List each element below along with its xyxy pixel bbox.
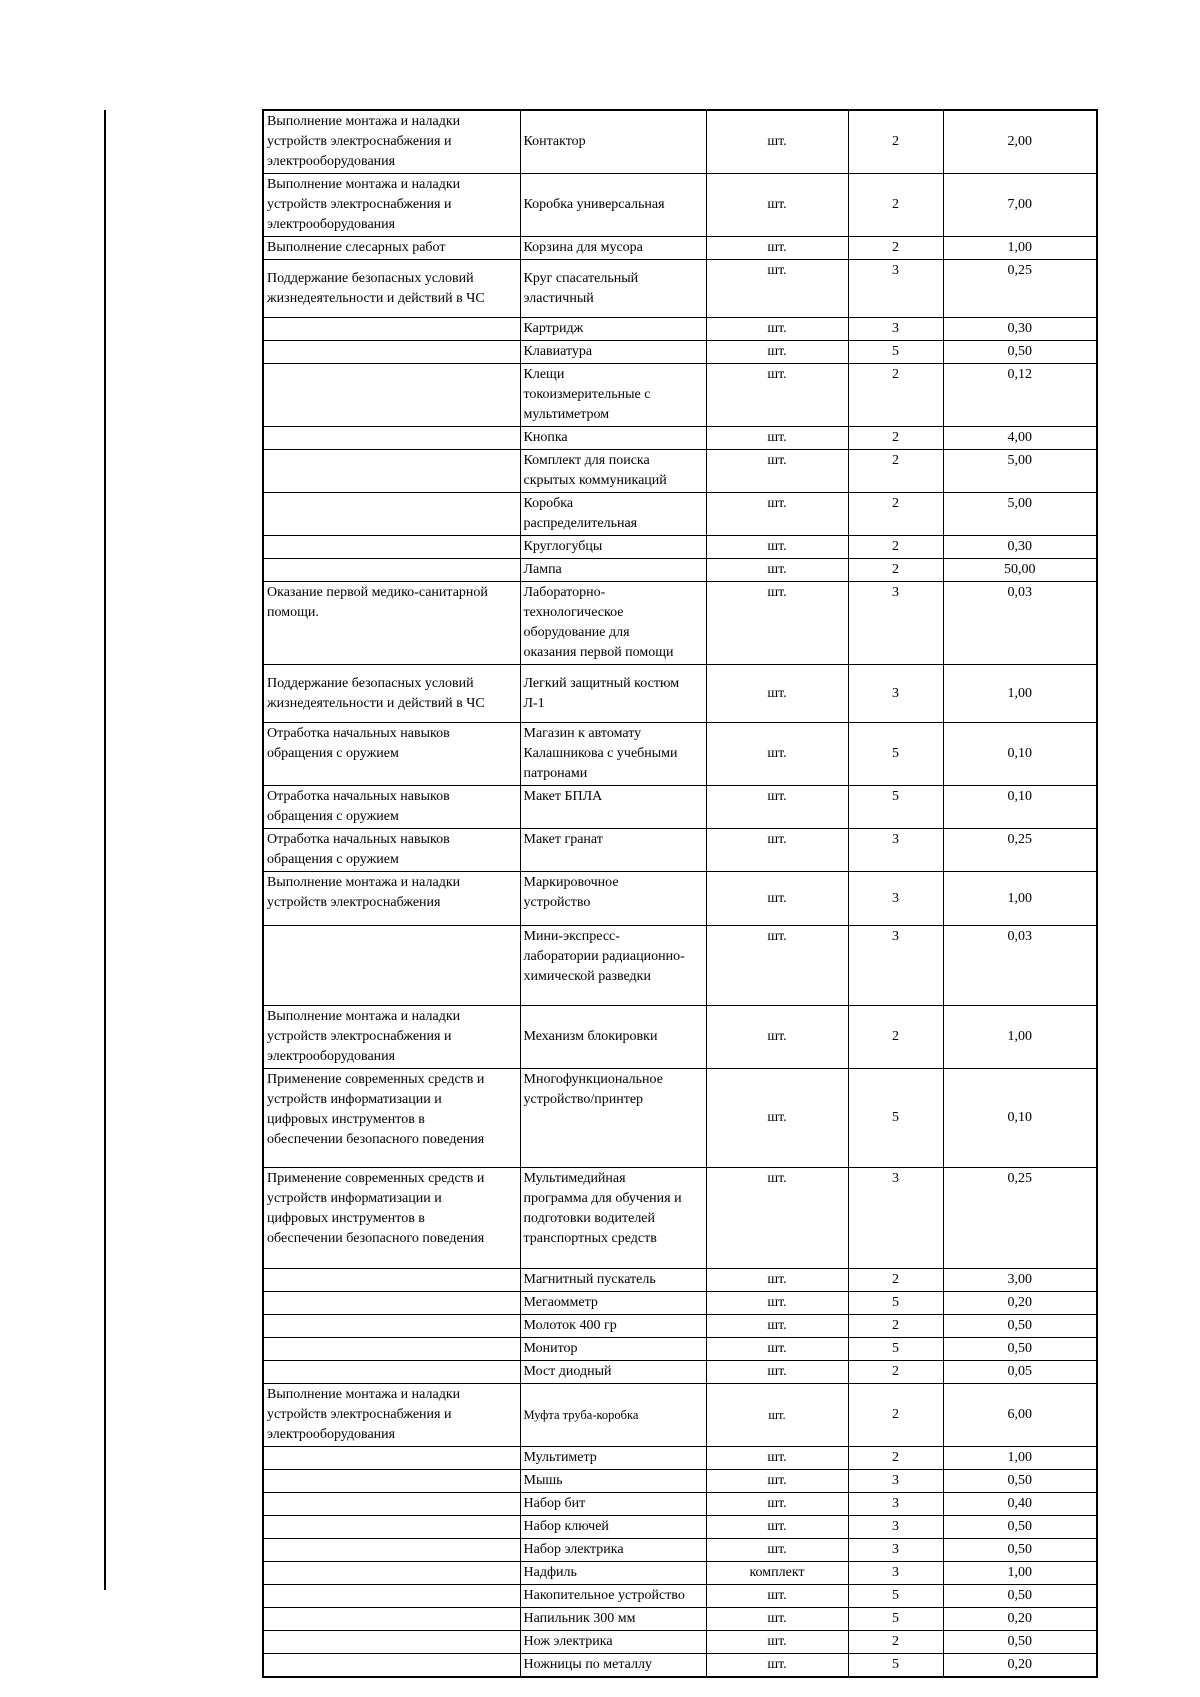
item-name-cell: Мышь [520, 1470, 706, 1493]
table-row [263, 1292, 1097, 1315]
unit-cell: шт. [706, 1338, 848, 1361]
item-name-cell: Клавиатура [520, 341, 706, 364]
unit-cell: шт. [706, 1292, 848, 1315]
table-row [263, 559, 1097, 582]
quantity-cell: 3 [848, 1562, 943, 1585]
unit-cell: шт. [706, 1384, 848, 1447]
item-name-cell: Мультимедийная программа для обучения и подготовки водителей транспортных средств [520, 1168, 706, 1269]
activity-cell: Применение современных средств и устройств информатизации и цифровых инструментов в обеспечении безопасного поведения [263, 1069, 520, 1168]
norm-value-cell: 2,00 [943, 110, 1097, 174]
quantity-cell: 5 [848, 723, 943, 786]
item-name-cell: Набор электрика [520, 1539, 706, 1562]
equipment-table-body [263, 110, 1097, 1677]
activity-cell [263, 1654, 520, 1678]
norm-value-cell: 1,00 [943, 1006, 1097, 1069]
norm-value-cell: 3,00 [943, 1269, 1097, 1292]
quantity-cell: 2 [848, 237, 943, 260]
item-name-cell: Макет гранат [520, 829, 706, 872]
quantity-cell: 2 [848, 1269, 943, 1292]
item-name-cell: Напильник 300 мм [520, 1608, 706, 1631]
item-name-cell: Коробка универсальная [520, 174, 706, 237]
unit-cell: комплект [706, 1562, 848, 1585]
table-row [263, 1384, 1097, 1447]
equipment-table [262, 109, 1098, 1678]
quantity-cell: 2 [848, 174, 943, 237]
table-row [263, 829, 1097, 872]
norm-value-cell: 0,20 [943, 1654, 1097, 1678]
unit-cell: шт. [706, 1654, 848, 1678]
item-name-cell: Мини-экспресс- лаборатории радиационно- химической разведки [520, 926, 706, 1006]
unit-cell: шт. [706, 1006, 848, 1069]
quantity-cell: 3 [848, 1516, 943, 1539]
table-row [263, 110, 1097, 174]
norm-value-cell: 0,20 [943, 1292, 1097, 1315]
table-row [263, 536, 1097, 559]
table-row [263, 237, 1097, 260]
unit-cell: шт. [706, 1069, 848, 1168]
unit-cell: шт. [706, 1269, 848, 1292]
quantity-cell: 3 [848, 1168, 943, 1269]
table-row [263, 1006, 1097, 1069]
unit-cell: шт. [706, 364, 848, 427]
item-name-cell: Молоток 400 гр [520, 1315, 706, 1338]
item-name-cell: Механизм блокировки [520, 1006, 706, 1069]
norm-value-cell: 1,00 [943, 1447, 1097, 1470]
activity-cell [263, 1631, 520, 1654]
activity-cell [263, 1585, 520, 1608]
norm-value-cell: 1,00 [943, 665, 1097, 723]
activity-cell [263, 1269, 520, 1292]
norm-value-cell: 0,40 [943, 1493, 1097, 1516]
activity-cell [263, 1516, 520, 1539]
table-row [263, 723, 1097, 786]
table-row [263, 1470, 1097, 1493]
activity-cell [263, 1539, 520, 1562]
table-row [263, 1069, 1097, 1168]
activity-cell [263, 1447, 520, 1470]
page-margin-rule [104, 110, 106, 1590]
quantity-cell: 5 [848, 786, 943, 829]
quantity-cell: 5 [848, 1069, 943, 1168]
unit-cell: шт. [706, 260, 848, 318]
unit-cell: шт. [706, 318, 848, 341]
activity-cell [263, 1315, 520, 1338]
item-name-cell: Мультиметр [520, 1447, 706, 1470]
table-row [263, 665, 1097, 723]
norm-value-cell: 0,05 [943, 1361, 1097, 1384]
item-name-cell: Многофункциональное устройство/принтер [520, 1069, 706, 1168]
norm-value-cell: 6,00 [943, 1384, 1097, 1447]
activity-cell [263, 427, 520, 450]
quantity-cell: 3 [848, 665, 943, 723]
norm-value-cell: 7,00 [943, 174, 1097, 237]
table-row [263, 1562, 1097, 1585]
activity-cell [263, 341, 520, 364]
table-row [263, 582, 1097, 665]
item-name-cell: Клещи токоизмерительные с мультиметром [520, 364, 706, 427]
table-row [263, 427, 1097, 450]
activity-cell: Выполнение монтажа и наладки устройств электроснабжения и электрооборудования [263, 1006, 520, 1069]
norm-value-cell: 5,00 [943, 493, 1097, 536]
item-name-cell: Магазин к автомату Калашникова с учебными патронами [520, 723, 706, 786]
activity-cell: Оказание первой медико-санитарной помощи. [263, 582, 520, 665]
unit-cell: шт. [706, 427, 848, 450]
item-name-cell: Магнитный пускатель [520, 1269, 706, 1292]
unit-cell: шт. [706, 559, 848, 582]
quantity-cell: 5 [848, 1292, 943, 1315]
unit-cell: шт. [706, 450, 848, 493]
table-row [263, 786, 1097, 829]
activity-cell: Выполнение слесарных работ [263, 237, 520, 260]
unit-cell: шт. [706, 926, 848, 1006]
activity-cell: Поддержание безопасных условий жизнедеятельности и действий в ЧС [263, 260, 520, 318]
activity-cell [263, 318, 520, 341]
norm-value-cell: 0,50 [943, 1315, 1097, 1338]
unit-cell: шт. [706, 1470, 848, 1493]
norm-value-cell: 0,50 [943, 1470, 1097, 1493]
norm-value-cell: 1,00 [943, 872, 1097, 926]
quantity-cell: 2 [848, 1447, 943, 1470]
quantity-cell: 5 [848, 341, 943, 364]
unit-cell: шт. [706, 1631, 848, 1654]
item-name-cell: Лабораторно- технологическое оборудование для оказания первой помощи [520, 582, 706, 665]
norm-value-cell: 0,50 [943, 1338, 1097, 1361]
activity-cell: Выполнение монтажа и наладки устройств электроснабжения [263, 872, 520, 926]
table-row [263, 493, 1097, 536]
quantity-cell: 5 [848, 1585, 943, 1608]
activity-cell [263, 559, 520, 582]
item-name-cell: Мегаомметр [520, 1292, 706, 1315]
norm-value-cell: 0,10 [943, 1069, 1097, 1168]
item-name-cell: Ножницы по металлу [520, 1654, 706, 1678]
item-name-cell: Комплект для поиска скрытых коммуникаций [520, 450, 706, 493]
table-row [263, 1654, 1097, 1678]
activity-cell: Выполнение монтажа и наладки устройств электроснабжения и электрооборудования [263, 174, 520, 237]
table-row [263, 1608, 1097, 1631]
quantity-cell: 2 [848, 536, 943, 559]
unit-cell: шт. [706, 1168, 848, 1269]
item-name-cell: Легкий защитный костюм Л-1 [520, 665, 706, 723]
activity-cell [263, 1608, 520, 1631]
quantity-cell: 2 [848, 364, 943, 427]
norm-value-cell: 0,25 [943, 260, 1097, 318]
item-name-cell: Набор бит [520, 1493, 706, 1516]
table-row [263, 1631, 1097, 1654]
quantity-cell: 3 [848, 1470, 943, 1493]
unit-cell: шт. [706, 493, 848, 536]
table-row [263, 174, 1097, 237]
quantity-cell: 2 [848, 1631, 943, 1654]
quantity-cell: 3 [848, 829, 943, 872]
item-name-cell: Круг спасательный эластичный [520, 260, 706, 318]
table-row [263, 1516, 1097, 1539]
activity-cell: Отработка начальных навыков обращения с оружием [263, 786, 520, 829]
quantity-cell: 2 [848, 427, 943, 450]
norm-value-cell: 0,50 [943, 1539, 1097, 1562]
quantity-cell: 5 [848, 1338, 943, 1361]
table-row [263, 1447, 1097, 1470]
activity-cell [263, 1562, 520, 1585]
unit-cell: шт. [706, 582, 848, 665]
activity-cell [263, 1338, 520, 1361]
norm-value-cell: 0,30 [943, 318, 1097, 341]
item-name-cell: Нож электрика [520, 1631, 706, 1654]
table-row [263, 1361, 1097, 1384]
unit-cell: шт. [706, 786, 848, 829]
quantity-cell: 3 [848, 260, 943, 318]
item-name-cell: Маркировочное устройство [520, 872, 706, 926]
activity-cell [263, 1493, 520, 1516]
unit-cell: шт. [706, 1516, 848, 1539]
unit-cell: шт. [706, 1608, 848, 1631]
item-name-cell: Надфиль [520, 1562, 706, 1585]
table-row [263, 1539, 1097, 1562]
norm-value-cell: 0,30 [943, 536, 1097, 559]
norm-value-cell: 4,00 [943, 427, 1097, 450]
activity-cell [263, 1292, 520, 1315]
table-row [263, 1338, 1097, 1361]
activity-cell: Применение современных средств и устройств информатизации и цифровых инструментов в обеспечении безопасного поведения [263, 1168, 520, 1269]
activity-cell [263, 450, 520, 493]
activity-cell [263, 364, 520, 427]
activity-cell: Выполнение монтажа и наладки устройств электроснабжения и электрооборудования [263, 1384, 520, 1447]
item-name-cell: Кнопка [520, 427, 706, 450]
item-name-cell: Монитор [520, 1338, 706, 1361]
quantity-cell: 3 [848, 582, 943, 665]
item-name-cell: Картридж [520, 318, 706, 341]
activity-cell [263, 493, 520, 536]
activity-cell [263, 926, 520, 1006]
norm-value-cell: 0,25 [943, 1168, 1097, 1269]
item-name-cell: Круглогубцы [520, 536, 706, 559]
item-name-cell: Набор ключей [520, 1516, 706, 1539]
activity-cell: Отработка начальных навыков обращения с оружием [263, 829, 520, 872]
unit-cell: шт. [706, 536, 848, 559]
unit-cell: шт. [706, 665, 848, 723]
unit-cell: шт. [706, 1539, 848, 1562]
item-name-cell: Макет БПЛА [520, 786, 706, 829]
quantity-cell: 2 [848, 1315, 943, 1338]
table-row [263, 364, 1097, 427]
unit-cell: шт. [706, 723, 848, 786]
norm-value-cell: 1,00 [943, 1562, 1097, 1585]
unit-cell: шт. [706, 829, 848, 872]
norm-value-cell: 0,03 [943, 926, 1097, 1006]
norm-value-cell: 0,25 [943, 829, 1097, 872]
table-row [263, 450, 1097, 493]
quantity-cell: 5 [848, 1608, 943, 1631]
quantity-cell: 2 [848, 559, 943, 582]
quantity-cell: 3 [848, 926, 943, 1006]
quantity-cell: 2 [848, 1006, 943, 1069]
unit-cell: шт. [706, 237, 848, 260]
table-row [263, 926, 1097, 1006]
norm-value-cell: 0,50 [943, 1516, 1097, 1539]
norm-value-cell: 0,10 [943, 786, 1097, 829]
quantity-cell: 3 [848, 318, 943, 341]
norm-value-cell: 0,10 [943, 723, 1097, 786]
activity-cell [263, 536, 520, 559]
item-name-cell: Мост диодный [520, 1361, 706, 1384]
item-name-cell: Контактор [520, 110, 706, 174]
norm-value-cell: 5,00 [943, 450, 1097, 493]
quantity-cell: 3 [848, 1493, 943, 1516]
table-row [263, 872, 1097, 926]
item-name-cell: Накопительное устройство [520, 1585, 706, 1608]
unit-cell: шт. [706, 1493, 848, 1516]
unit-cell: шт. [706, 872, 848, 926]
unit-cell: шт. [706, 1315, 848, 1338]
table-row [263, 1269, 1097, 1292]
activity-cell [263, 1470, 520, 1493]
unit-cell: шт. [706, 110, 848, 174]
quantity-cell: 2 [848, 1384, 943, 1447]
activity-cell [263, 1361, 520, 1384]
unit-cell: шт. [706, 1447, 848, 1470]
norm-value-cell: 0,50 [943, 341, 1097, 364]
norm-value-cell: 0,03 [943, 582, 1097, 665]
quantity-cell: 5 [848, 1654, 943, 1678]
unit-cell: шт. [706, 1361, 848, 1384]
table-row [263, 318, 1097, 341]
activity-cell: Выполнение монтажа и наладки устройств электроснабжения и электрооборудования [263, 110, 520, 174]
norm-value-cell: 0,50 [943, 1631, 1097, 1654]
item-name-cell: Корзина для мусора [520, 237, 706, 260]
activity-cell: Отработка начальных навыков обращения с оружием [263, 723, 520, 786]
norm-value-cell: 0,12 [943, 364, 1097, 427]
quantity-cell: 2 [848, 450, 943, 493]
table-row [263, 260, 1097, 318]
table-row [263, 1493, 1097, 1516]
unit-cell: шт. [706, 1585, 848, 1608]
quantity-cell: 3 [848, 1539, 943, 1562]
item-name-cell: Муфта труба-коробка [520, 1384, 706, 1447]
table-row [263, 1168, 1097, 1269]
quantity-cell: 3 [848, 872, 943, 926]
item-name-cell: Лампа [520, 559, 706, 582]
unit-cell: шт. [706, 174, 848, 237]
unit-cell: шт. [706, 341, 848, 364]
table-row [263, 1585, 1097, 1608]
quantity-cell: 2 [848, 493, 943, 536]
quantity-cell: 2 [848, 1361, 943, 1384]
item-name-cell: Коробка распределительная [520, 493, 706, 536]
table-row [263, 341, 1097, 364]
quantity-cell: 2 [848, 110, 943, 174]
norm-value-cell: 0,50 [943, 1585, 1097, 1608]
norm-value-cell: 50,00 [943, 559, 1097, 582]
activity-cell: Поддержание безопасных условий жизнедеятельности и действий в ЧС [263, 665, 520, 723]
norm-value-cell: 0,20 [943, 1608, 1097, 1631]
norm-value-cell: 1,00 [943, 237, 1097, 260]
table-row [263, 1315, 1097, 1338]
